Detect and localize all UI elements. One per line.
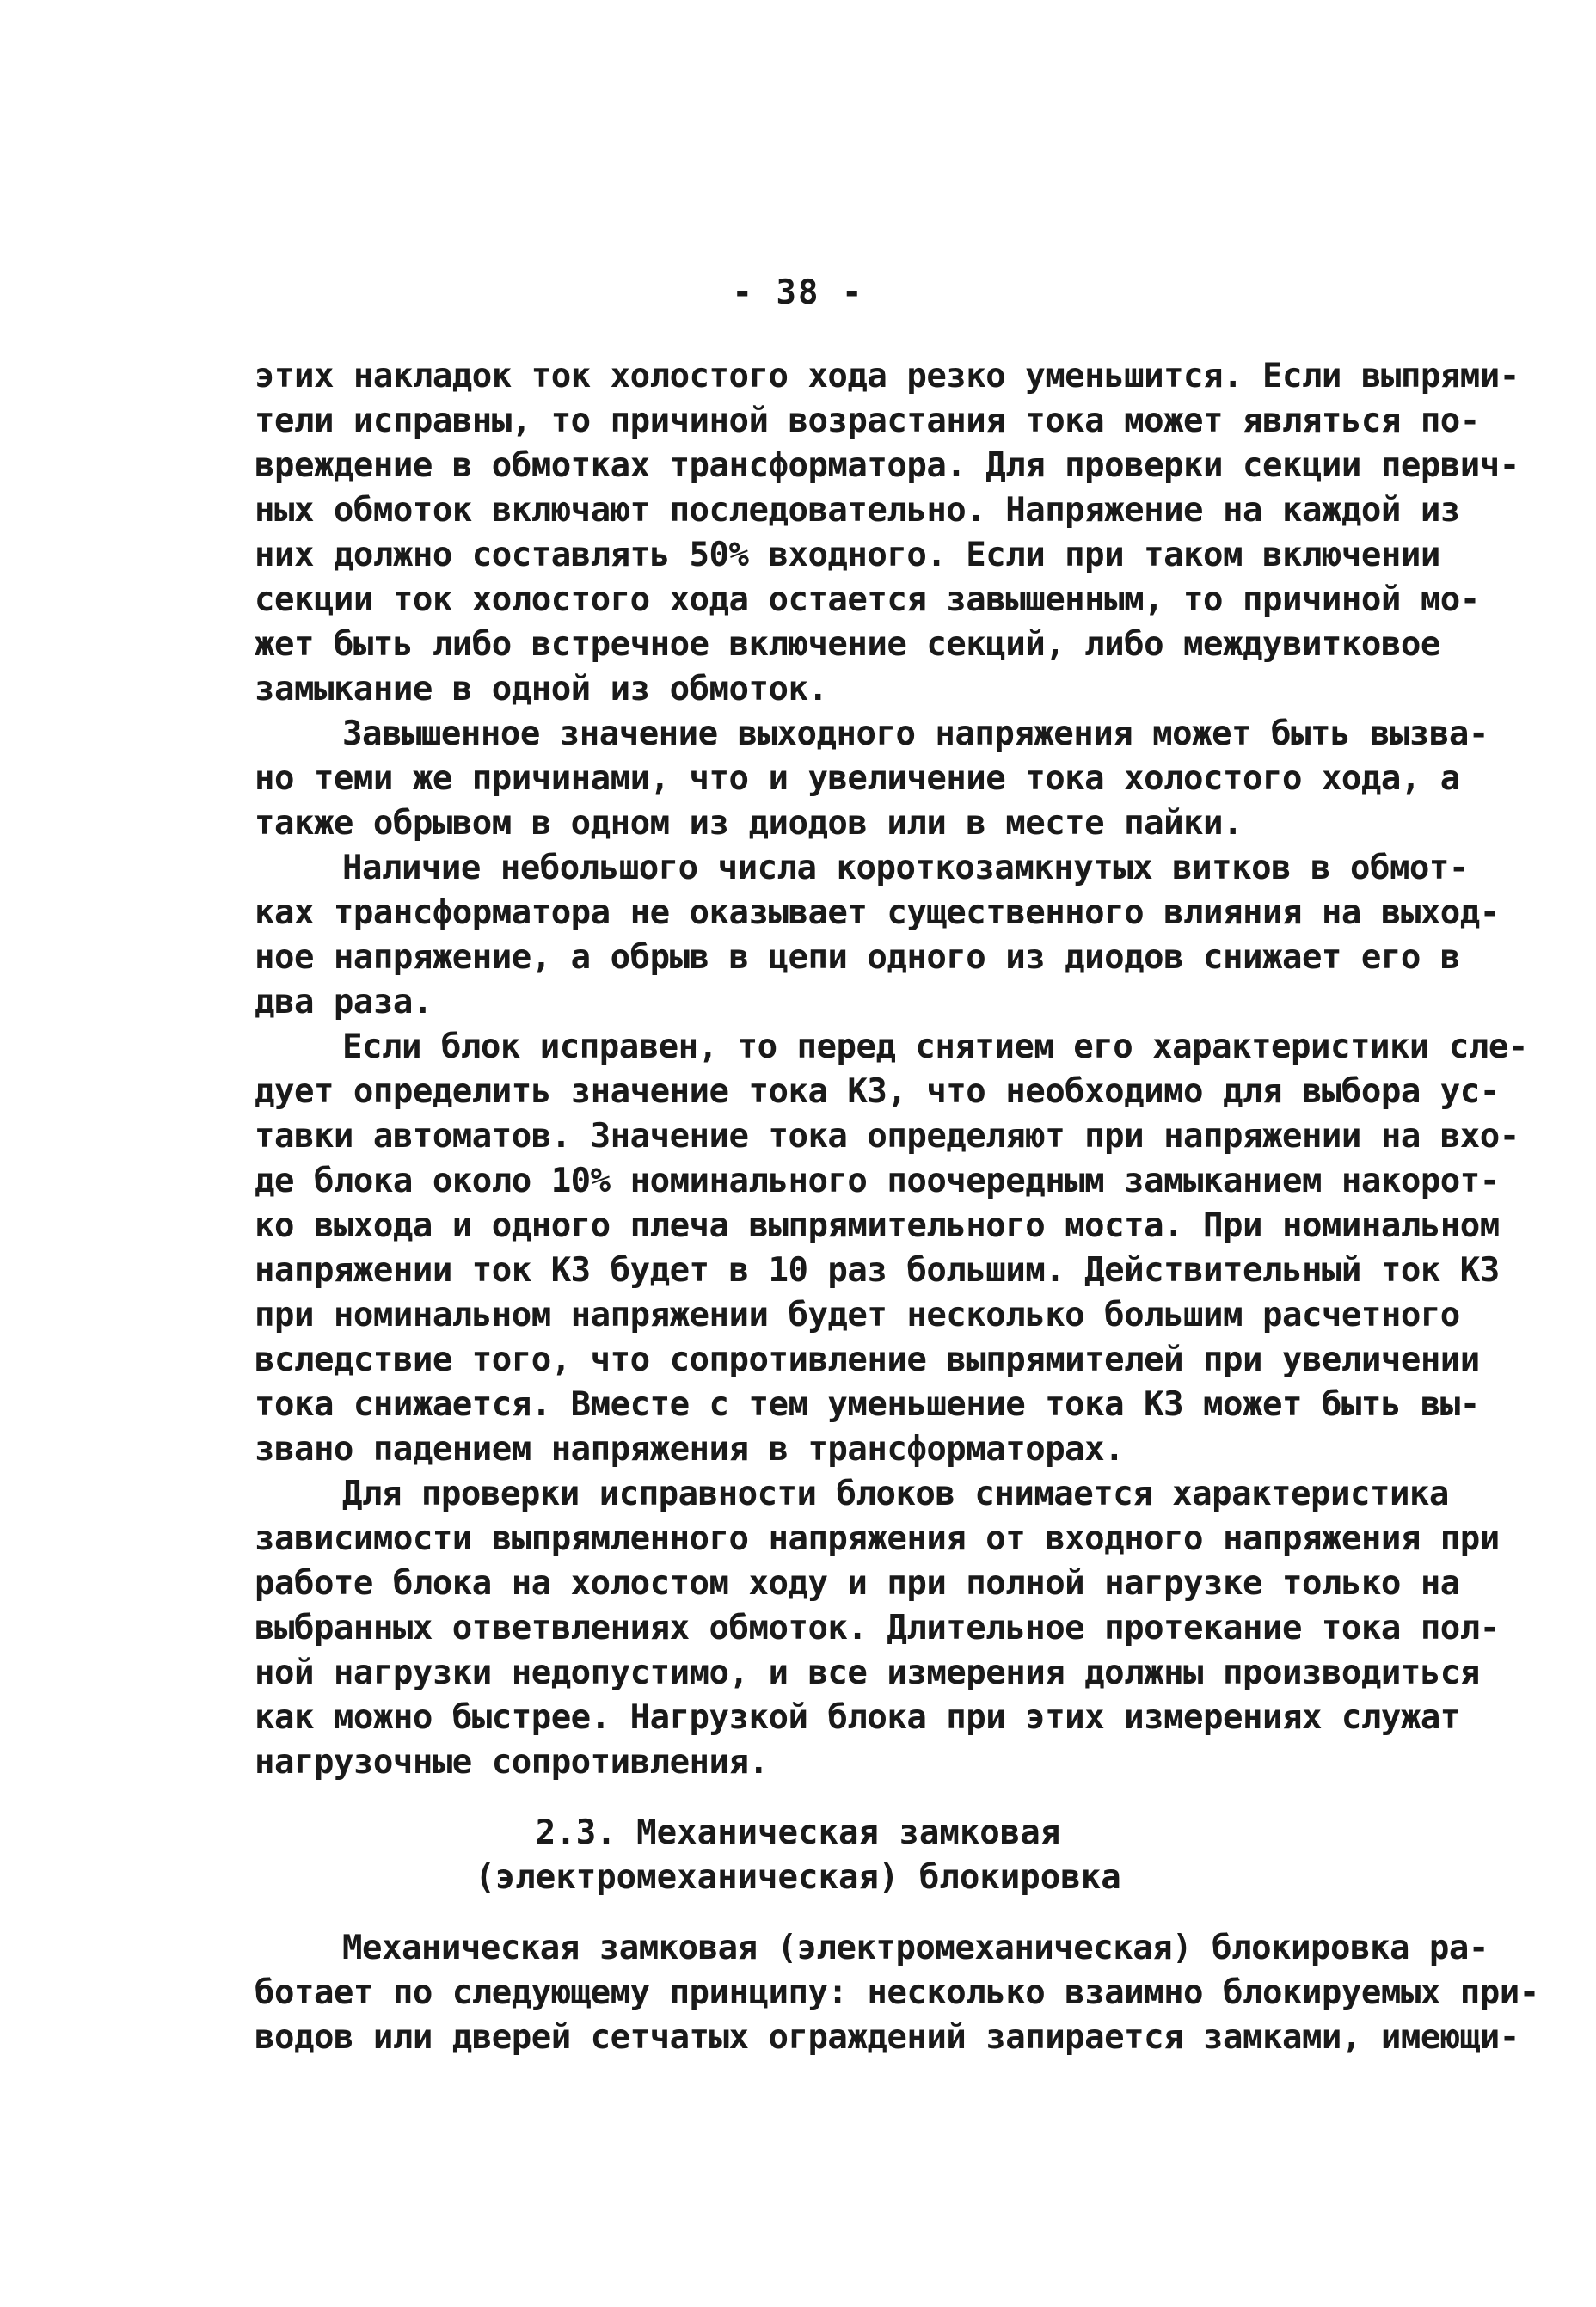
text-line: ботает по следующему принципу: несколько взаимно блокируемых при- xyxy=(255,1973,1539,2012)
text-line: звано падением напряжения в трансформаторах. xyxy=(255,1430,1125,1469)
text-line: ных обмоток включают последовательно. Напряжение на каждой из xyxy=(255,491,1460,530)
text-line: также обрывом в одном из диодов или в месте пайки. xyxy=(255,804,1243,843)
text-line: но теми же причинами, что и увеличение тока холостого хода, а xyxy=(255,759,1460,798)
text-line: секции ток холостого хода остается завышенным, то причиной мо- xyxy=(255,580,1480,619)
text-line: Наличие небольшого числа короткозамкнутых витков в обмот- xyxy=(342,849,1469,887)
text-line: замыкание в одной из обмоток. xyxy=(255,670,828,709)
text-line: де блока около 10% номинального поочередным замыканием накорот- xyxy=(255,1162,1500,1200)
text-line: вследствие того, что сопротивление выпрямителей при увеличении xyxy=(255,1341,1480,1379)
text-line: тока снижается. Вместе с тем уменьшение тока КЗ может быть вы- xyxy=(255,1385,1480,1424)
section-subtitle: (электромеханическая) блокировка xyxy=(475,1858,1121,1897)
text-line: Механическая замковая (электромеханическая) блокировка ра- xyxy=(342,1929,1489,1967)
text-line: тели исправны, то причиной возрастания тока может являться по- xyxy=(255,402,1480,440)
text-line: Завышенное значение выходного напряжения может быть вызва- xyxy=(342,715,1489,753)
text-line: два раза. xyxy=(255,983,433,1022)
text-line: Если блок исправен, то перед снятием его характеристики сле- xyxy=(342,1028,1528,1066)
text-line: ное напряжение, а обрыв в цепи одного из диодов снижает его в xyxy=(255,938,1460,977)
text-line: Для проверки исправности блоков снимается характеристика xyxy=(342,1475,1449,1513)
text-line: вреждение в обмотках трансформатора. Для проверки секции первич- xyxy=(255,446,1519,485)
text-line: ной нагрузки недопустимо, и все измерения должны производиться xyxy=(255,1654,1480,1692)
text-line: нагрузочные сопротивления. xyxy=(255,1743,769,1782)
text-line: выбранных ответвлениях обмоток. Длительное протекание тока пол- xyxy=(255,1609,1500,1647)
text-line: напряжении ток КЗ будет в 10 раз большим. Действительный ток КЗ xyxy=(255,1251,1500,1290)
text-line: как можно быстрее. Нагрузкой блока при этих измерениях служат xyxy=(255,1698,1460,1737)
text-line: них должно составлять 50% входного. Если при таком включении xyxy=(255,536,1440,574)
text-line: зависимости выпрямленного напряжения от входного напряжения при xyxy=(255,1519,1500,1558)
text-line: водов или дверей сетчатых ограждений запирается замками, имеющи- xyxy=(255,2018,1519,2057)
text-line: этих накладок ток холостого хода резко уменьшится. Если выпрями- xyxy=(255,357,1519,396)
section-title: 2.3. Механическая замковая xyxy=(535,1813,1061,1852)
text-line: тавки автоматов. Значение тока определяют при напряжении на вхо- xyxy=(255,1117,1519,1156)
text-line: работе блока на холостом ходу и при полной нагрузке только на xyxy=(255,1564,1460,1603)
text-line: жет быть либо встречное включение секций, либо междувитковое xyxy=(255,625,1440,664)
text-line: ках трансформатора не оказывает существенного влияния на выход- xyxy=(255,893,1500,932)
text-line: дует определить значение тока КЗ, что необходимо для выбора ус- xyxy=(255,1072,1500,1111)
text-line: ко выхода и одного плеча выпрямительного моста. При номинальном xyxy=(255,1206,1500,1245)
page-number: - 38 - xyxy=(732,273,864,312)
text-line: при номинальном напряжении будет несколько большим расчетного xyxy=(255,1296,1460,1335)
